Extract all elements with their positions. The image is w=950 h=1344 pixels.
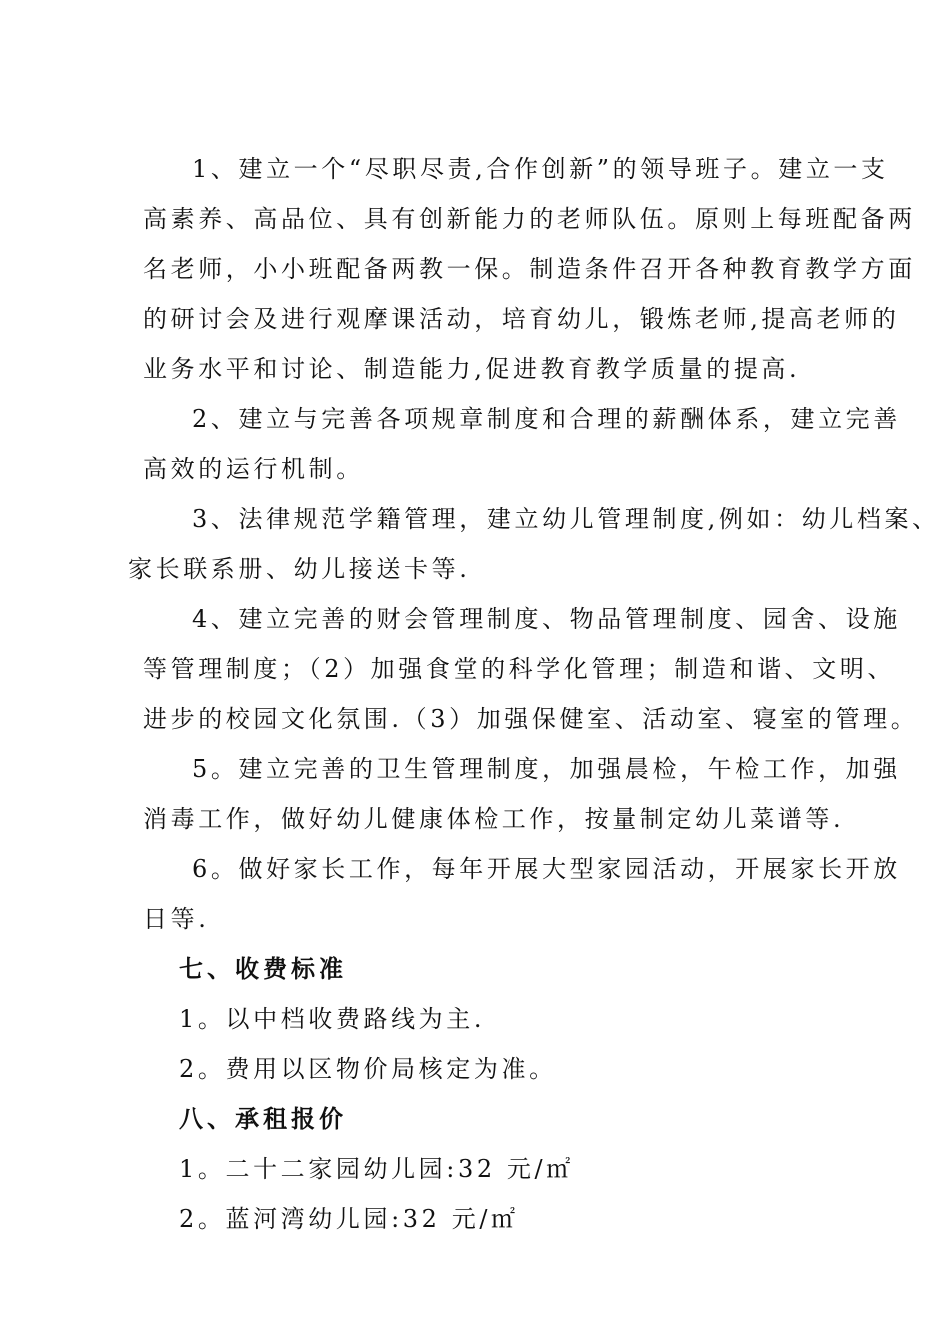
section-8-item-1: 1。二十二家园幼儿园:32 元/㎡ bbox=[179, 1155, 574, 1183]
section-7-item-1: 1。以中档收费路线为主. bbox=[179, 1005, 486, 1033]
p4-line-3: 进步的校园文化氛围.（3）加强保健室、活动室、寝室的管理。 bbox=[143, 705, 919, 733]
p1-line-3: 名老师，小小班配备两教一保。制造条件召开各种教育教学方面 bbox=[143, 255, 916, 283]
p4-line-1: 4、建立完善的财会管理制度、物品管理制度、园舍、设施 bbox=[192, 605, 901, 633]
p2-line-2: 高效的运行机制。 bbox=[143, 455, 364, 483]
p6-line-2: 日等. bbox=[143, 905, 210, 933]
section-8-heading: 八、承租报价 bbox=[179, 1105, 347, 1133]
p1-line-1: 1、建立一个“尽职尽责,合作创新”的领导班子。建立一支 bbox=[192, 155, 889, 183]
p1-line-5: 业务水平和讨论、制造能力,促进教育教学质量的提高. bbox=[143, 355, 801, 383]
section-7-item-2: 2。费用以区物价局核定为准。 bbox=[179, 1055, 557, 1083]
p2-line-1: 2、建立与完善各项规章制度和合理的薪酬体系，建立完善 bbox=[192, 405, 901, 433]
p1-line-4: 的研讨会及进行观摩课活动，培育幼儿，锻炼老师,提高老师的 bbox=[143, 305, 900, 333]
p3-line-2: 家长联系册、幼儿接送卡等. bbox=[128, 555, 471, 583]
section-8-item-2: 2。蓝河湾幼儿园:32 元/㎡ bbox=[179, 1205, 519, 1233]
p3-line-1: 3、法律规范学籍管理，建立幼儿管理制度,例如：幼儿档案、 bbox=[192, 505, 940, 533]
p6-line-1: 6。做好家长工作，每年开展大型家园活动，开展家长开放 bbox=[192, 855, 901, 883]
section-7-heading: 七、收费标准 bbox=[179, 955, 347, 983]
p5-line-1: 5。建立完善的卫生管理制度，加强晨检，午检工作，加强 bbox=[192, 755, 901, 783]
p1-line-2: 高素养、高品位、具有创新能力的老师队伍。原则上每班配备两 bbox=[143, 205, 916, 233]
p4-line-2: 等管理制度；（2）加强食堂的科学化管理；制造和谐、文明、 bbox=[143, 655, 896, 683]
p5-line-2: 消毒工作，做好幼儿健康体检工作，按量制定幼儿菜谱等. bbox=[143, 805, 845, 833]
